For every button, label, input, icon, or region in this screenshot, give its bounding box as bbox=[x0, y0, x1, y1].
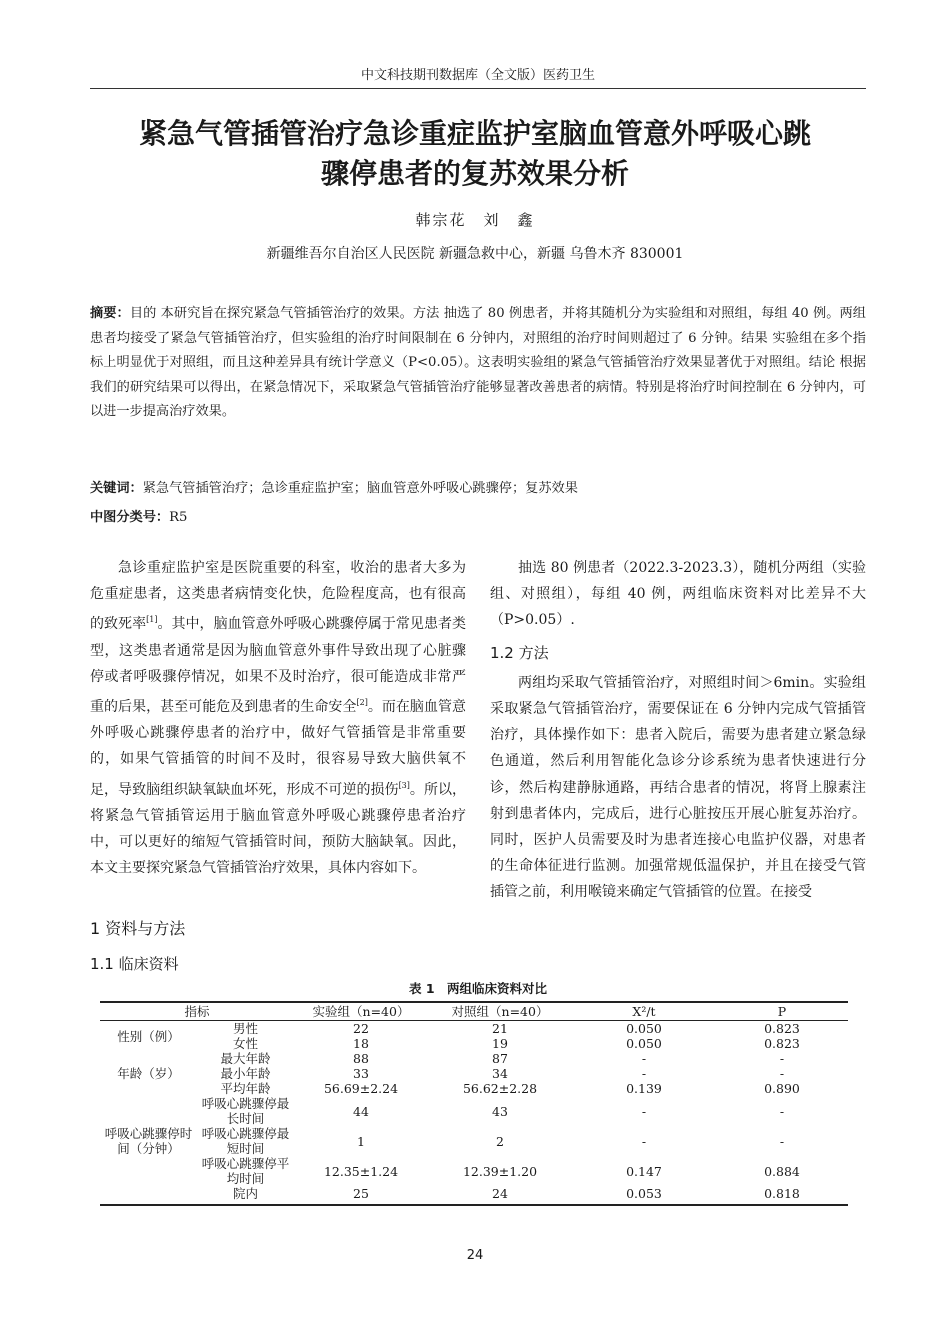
th-p: P bbox=[716, 1002, 848, 1021]
cell: 男性 bbox=[232, 1021, 258, 1036]
title-line-2: 骤停患者的复苏效果分析 bbox=[320, 157, 629, 190]
cell: 43 bbox=[492, 1103, 508, 1119]
cell: 0.050 bbox=[626, 1036, 662, 1051]
cell: 最大年龄 bbox=[220, 1051, 271, 1066]
cell: 44 bbox=[353, 1103, 369, 1119]
cell: 25 bbox=[294, 1186, 428, 1205]
cell: 19 bbox=[492, 1036, 508, 1051]
methods-paragraph: 两组均采取气管插管治疗，对照组时间＞6min。实验组采取紧急气管插管治疗，需要保证在 6 分钟内完成气管插管治疗，具体操作如下：患者入院后，需要为患者建立紧急绿色通道，然后利用智能化急诊分诊系统为患者快速进行分诊，然后构建静脉通路，再结合患者的情况，将肾上腺素注射到患者体内，完成后，进行心脏按压开展心脏复苏治疗。同时，医护人员需要及时为患者连接心电监护仪器，对患者的生命体征进行监测。加强常规低温保护，并且在接受气管插管之前，利用喉镜来确定气管插管的位置。在接受 bbox=[490, 674, 866, 901]
th-control: 对照组（n=40） bbox=[428, 1002, 572, 1021]
cell: 0.139 bbox=[626, 1081, 662, 1096]
clinical-data-paragraph: 抽选 80 例患者（2022.3-2023.3），随机分两组（实验组、对照组），每组 40 例，两组临床资料对比差异不大（P>0.05）. bbox=[490, 560, 866, 629]
cell: - bbox=[641, 1051, 647, 1066]
section-heading-1-2: 1.2 方法 bbox=[490, 643, 549, 662]
keywords-text: 紧急气管插管治疗；急诊重症监护室；脑血管意外呼吸心跳骤停；复苏效果 bbox=[142, 481, 578, 496]
cell: 平均年龄 bbox=[220, 1081, 271, 1096]
citation-2: [2] bbox=[356, 698, 368, 708]
header-rule bbox=[90, 88, 866, 89]
keywords-label: 关键词： bbox=[90, 481, 143, 496]
cell: 1 bbox=[357, 1133, 365, 1149]
group-age: 年龄（岁） bbox=[117, 1066, 180, 1081]
table-header-row bbox=[100, 1002, 848, 1021]
cell: 呼吸心跳骤停最短时间 bbox=[201, 1126, 290, 1156]
cell: 56.69±2.24 bbox=[323, 1081, 399, 1096]
title-line-1: 紧急气管插管治疗急诊重症监护室脑血管意外呼吸心跳 bbox=[138, 117, 811, 150]
cell: 院内 bbox=[197, 1186, 294, 1205]
table-row bbox=[100, 1156, 848, 1186]
cell: - bbox=[779, 1066, 785, 1081]
cell: - bbox=[641, 1066, 647, 1081]
th-stat: X²/t bbox=[572, 1002, 716, 1021]
page-number: 24 bbox=[466, 1248, 484, 1263]
cell: 0.823 bbox=[764, 1036, 800, 1051]
cell: 22 bbox=[353, 1021, 369, 1036]
cell: 12.35±1.24 bbox=[323, 1163, 399, 1179]
cell: 24 bbox=[428, 1186, 572, 1205]
group-arrest-time: 呼吸心跳骤停时间（分钟） bbox=[104, 1126, 193, 1156]
table-row bbox=[100, 1081, 848, 1096]
cell: 88 bbox=[353, 1051, 369, 1066]
citation-1: [1] bbox=[146, 615, 158, 625]
cell: 2 bbox=[496, 1133, 504, 1149]
left-column bbox=[90, 555, 466, 881]
intro-text-2: 。其中，脑血管意外呼吸心跳骤停属于常见患者类型，这类患者通常是因为脑血管意外事件导致出现了心脏骤停或者呼吸骤停情况，如果不及时治疗，很可能造成非常严重的后果，甚至可能危及到患者的生命安全 bbox=[90, 616, 467, 716]
group-gender: 性别（例） bbox=[117, 1028, 180, 1044]
abstract-label: 摘要： bbox=[90, 306, 130, 321]
table-1 bbox=[100, 1001, 848, 1206]
table-row bbox=[100, 1126, 848, 1156]
cell: - bbox=[779, 1133, 785, 1149]
table-row bbox=[100, 1066, 848, 1081]
cell: 87 bbox=[492, 1051, 508, 1066]
cell: 18 bbox=[353, 1036, 369, 1051]
th-indicator: 指标 bbox=[100, 1002, 294, 1021]
authors: 韩宗花 刘 鑫 bbox=[415, 211, 535, 229]
cell: 0.823 bbox=[764, 1021, 800, 1036]
right-column bbox=[490, 555, 866, 906]
table-row bbox=[100, 1186, 848, 1205]
paper-title bbox=[70, 114, 880, 194]
cell: 0.050 bbox=[626, 1021, 662, 1036]
keywords bbox=[90, 477, 866, 496]
cell: 56.62±2.28 bbox=[462, 1081, 538, 1096]
cell: 33 bbox=[353, 1066, 369, 1081]
citation-3: [3] bbox=[398, 780, 410, 790]
abstract-text: 目的 本研究旨在探究紧急气管插管治疗的效果。方法 抽选了 80 例患者，并将其随机分为实验组和对照组，每组 40 例。两组患者均接受了紧急气管插管治疗，但实验组的治疗时间限制在 6 分钟内，对照组的治疗时间则超过了 6 分钟。结果 实验组在多个指标上明显优于对照组，而且这种差异具有统计学意义（P<0.05）。这表明实验组的紧急气管插管治疗效果显著优于对照组。结论 根据我们的研究结果可以得出，在紧急情况下，采取紧急气管插管治疗能够显著改善患者的病情。特别是将治疗时间控制在 6 分钟内，可以进一步提高治疗效果。 bbox=[90, 306, 866, 419]
table-row bbox=[100, 1036, 848, 1051]
intro-text-4: 。所以，将紧急气管插管运用于脑血管意外呼吸心跳骤停患者治疗中，可以更好的缩短气管插管时间，预防大脑缺氧。因此，本文主要探究紧急气管插管治疗效果，具体内容如下。 bbox=[90, 781, 467, 877]
cell: 0.890 bbox=[764, 1081, 800, 1096]
cell: 0.147 bbox=[626, 1163, 662, 1179]
cell: 34 bbox=[492, 1066, 508, 1081]
table-row bbox=[100, 1096, 848, 1126]
cell: 呼吸心跳骤停平均时间 bbox=[201, 1156, 290, 1186]
cell: 21 bbox=[492, 1021, 508, 1036]
cell: 12.39±1.20 bbox=[462, 1163, 538, 1179]
cell: - bbox=[779, 1103, 785, 1119]
classification-number bbox=[90, 506, 866, 525]
section-heading-1: 1 资料与方法 bbox=[90, 919, 186, 938]
intro-text-1: 急诊重症监护室是医院重要的科室，收治的患者大多为危重症患者，这类患者病情变化快，危险程度高，也有很高的致死率 bbox=[90, 560, 466, 633]
clc-text: R5 bbox=[169, 510, 188, 525]
clc-label: 中图分类号： bbox=[90, 510, 170, 525]
abstract bbox=[90, 302, 866, 425]
cell: 最小年龄 bbox=[220, 1066, 271, 1081]
cell: 0.818 bbox=[716, 1186, 848, 1205]
cell: - bbox=[641, 1103, 647, 1119]
cell: 呼吸心跳骤停最长时间 bbox=[201, 1096, 290, 1126]
th-experimental: 实验组（n=40） bbox=[294, 1002, 428, 1021]
cell bbox=[100, 1186, 197, 1205]
intro-paragraph bbox=[90, 555, 466, 881]
cell: 0.884 bbox=[764, 1163, 800, 1179]
table-caption: 表 1 两组临床资料对比 bbox=[408, 981, 548, 996]
intro-text-3: 。而在脑血管意外呼吸心跳骤停患者的治疗中，做好气管插管是非常重要的，如果气管插管的时间不及时，很容易导致大脑供氧不足，导致脑组织缺氧缺血坏死，形成不可逆的损伤 bbox=[90, 699, 467, 798]
cell: 女性 bbox=[232, 1036, 258, 1051]
journal-header: 中文科技期刊数据库（全文版）医药卫生 bbox=[360, 68, 595, 83]
section-heading-1-1: 1.1 临床资料 bbox=[90, 955, 179, 973]
table-row bbox=[100, 1051, 848, 1066]
table-row bbox=[100, 1021, 848, 1037]
cell: - bbox=[641, 1133, 647, 1149]
affiliation: 新疆维吾尔自治区人民医院 新疆急救中心，新疆 乌鲁木齐 830001 bbox=[266, 246, 684, 262]
cell: 0.053 bbox=[572, 1186, 716, 1205]
cell: - bbox=[779, 1051, 785, 1066]
